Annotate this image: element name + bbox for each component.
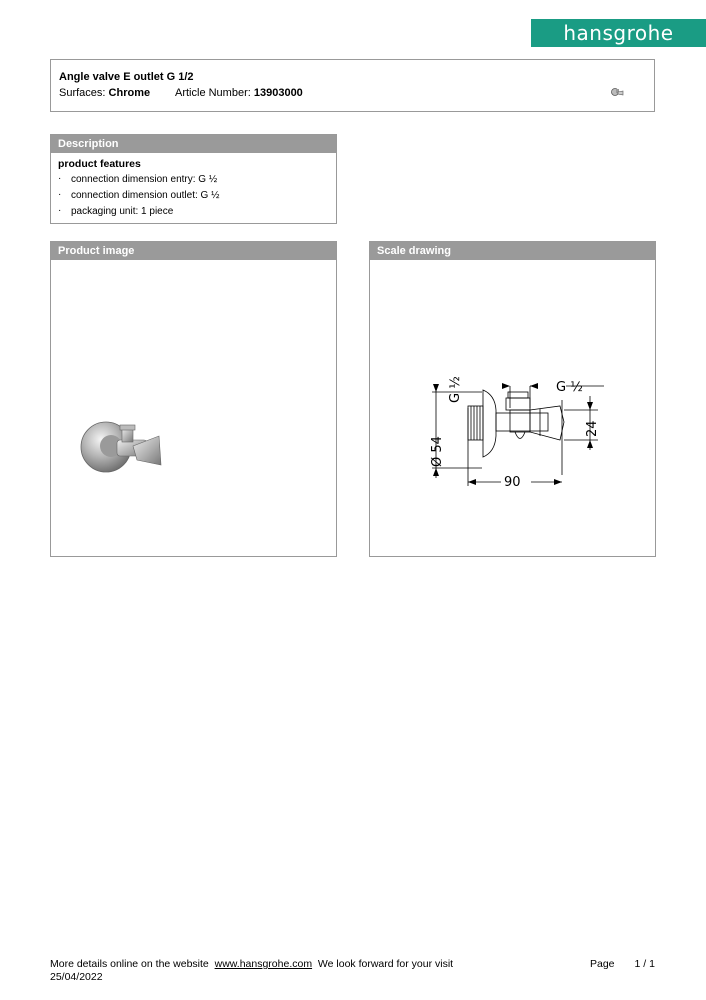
feature-list — [51, 172, 336, 220]
feature-text: connection dimension outlet: G ½ — [71, 190, 220, 201]
footer-line — [50, 958, 453, 971]
article-value: 13903000 — [253, 87, 303, 99]
feature-item — [58, 188, 336, 204]
product-header — [50, 59, 655, 112]
description-panel — [50, 134, 337, 224]
description-heading: Description — [51, 135, 336, 153]
angle-valve-product-image — [51, 260, 336, 556]
bullet: · — [58, 173, 62, 184]
hansgrohe-logo: hansgrohe — [531, 19, 706, 47]
surfaces-line — [59, 87, 150, 99]
outlet-dim: G ½ — [556, 380, 583, 395]
page-indicator — [590, 958, 655, 970]
website-link[interactable]: www.hansgrohe.com — [214, 958, 313, 970]
feature-text: connection dimension entry: G ½ — [71, 174, 218, 185]
features-subheading: product features — [58, 158, 141, 170]
article-line — [175, 87, 303, 99]
scale-drawing-panel — [369, 241, 656, 557]
footer-text-after: We look forward for your visit — [317, 958, 454, 970]
height-dim: 24 — [585, 420, 600, 437]
page-value: 1 / 1 — [634, 958, 655, 970]
scale-drawing-svg — [370, 260, 655, 556]
diameter-dim: Ø 54 — [430, 436, 445, 467]
footer — [50, 958, 453, 984]
product-image-panel — [50, 241, 337, 557]
surfaces-value: Chrome — [108, 87, 151, 99]
inlet-dim: G ½ — [448, 376, 463, 403]
length-dim: 90 — [504, 475, 521, 490]
page-label: Page — [590, 958, 615, 970]
feature-text: packaging unit: 1 piece — [71, 206, 174, 217]
article-label: Article Number: — [175, 87, 251, 99]
footer-text-before: More details online on the website — [50, 958, 209, 970]
product-name: Angle valve E outlet G 1/2 — [59, 71, 194, 83]
bullet: · — [58, 205, 62, 216]
product-thumbnail-icon — [611, 87, 625, 97]
feature-item — [58, 172, 336, 188]
surfaces-label: Surfaces: — [59, 87, 106, 99]
product-image-heading: Product image — [51, 242, 336, 260]
bullet: · — [58, 189, 62, 200]
scale-drawing-heading: Scale drawing — [370, 242, 655, 260]
feature-item — [58, 204, 336, 220]
footer-date: 25/04/2022 — [50, 971, 103, 983]
